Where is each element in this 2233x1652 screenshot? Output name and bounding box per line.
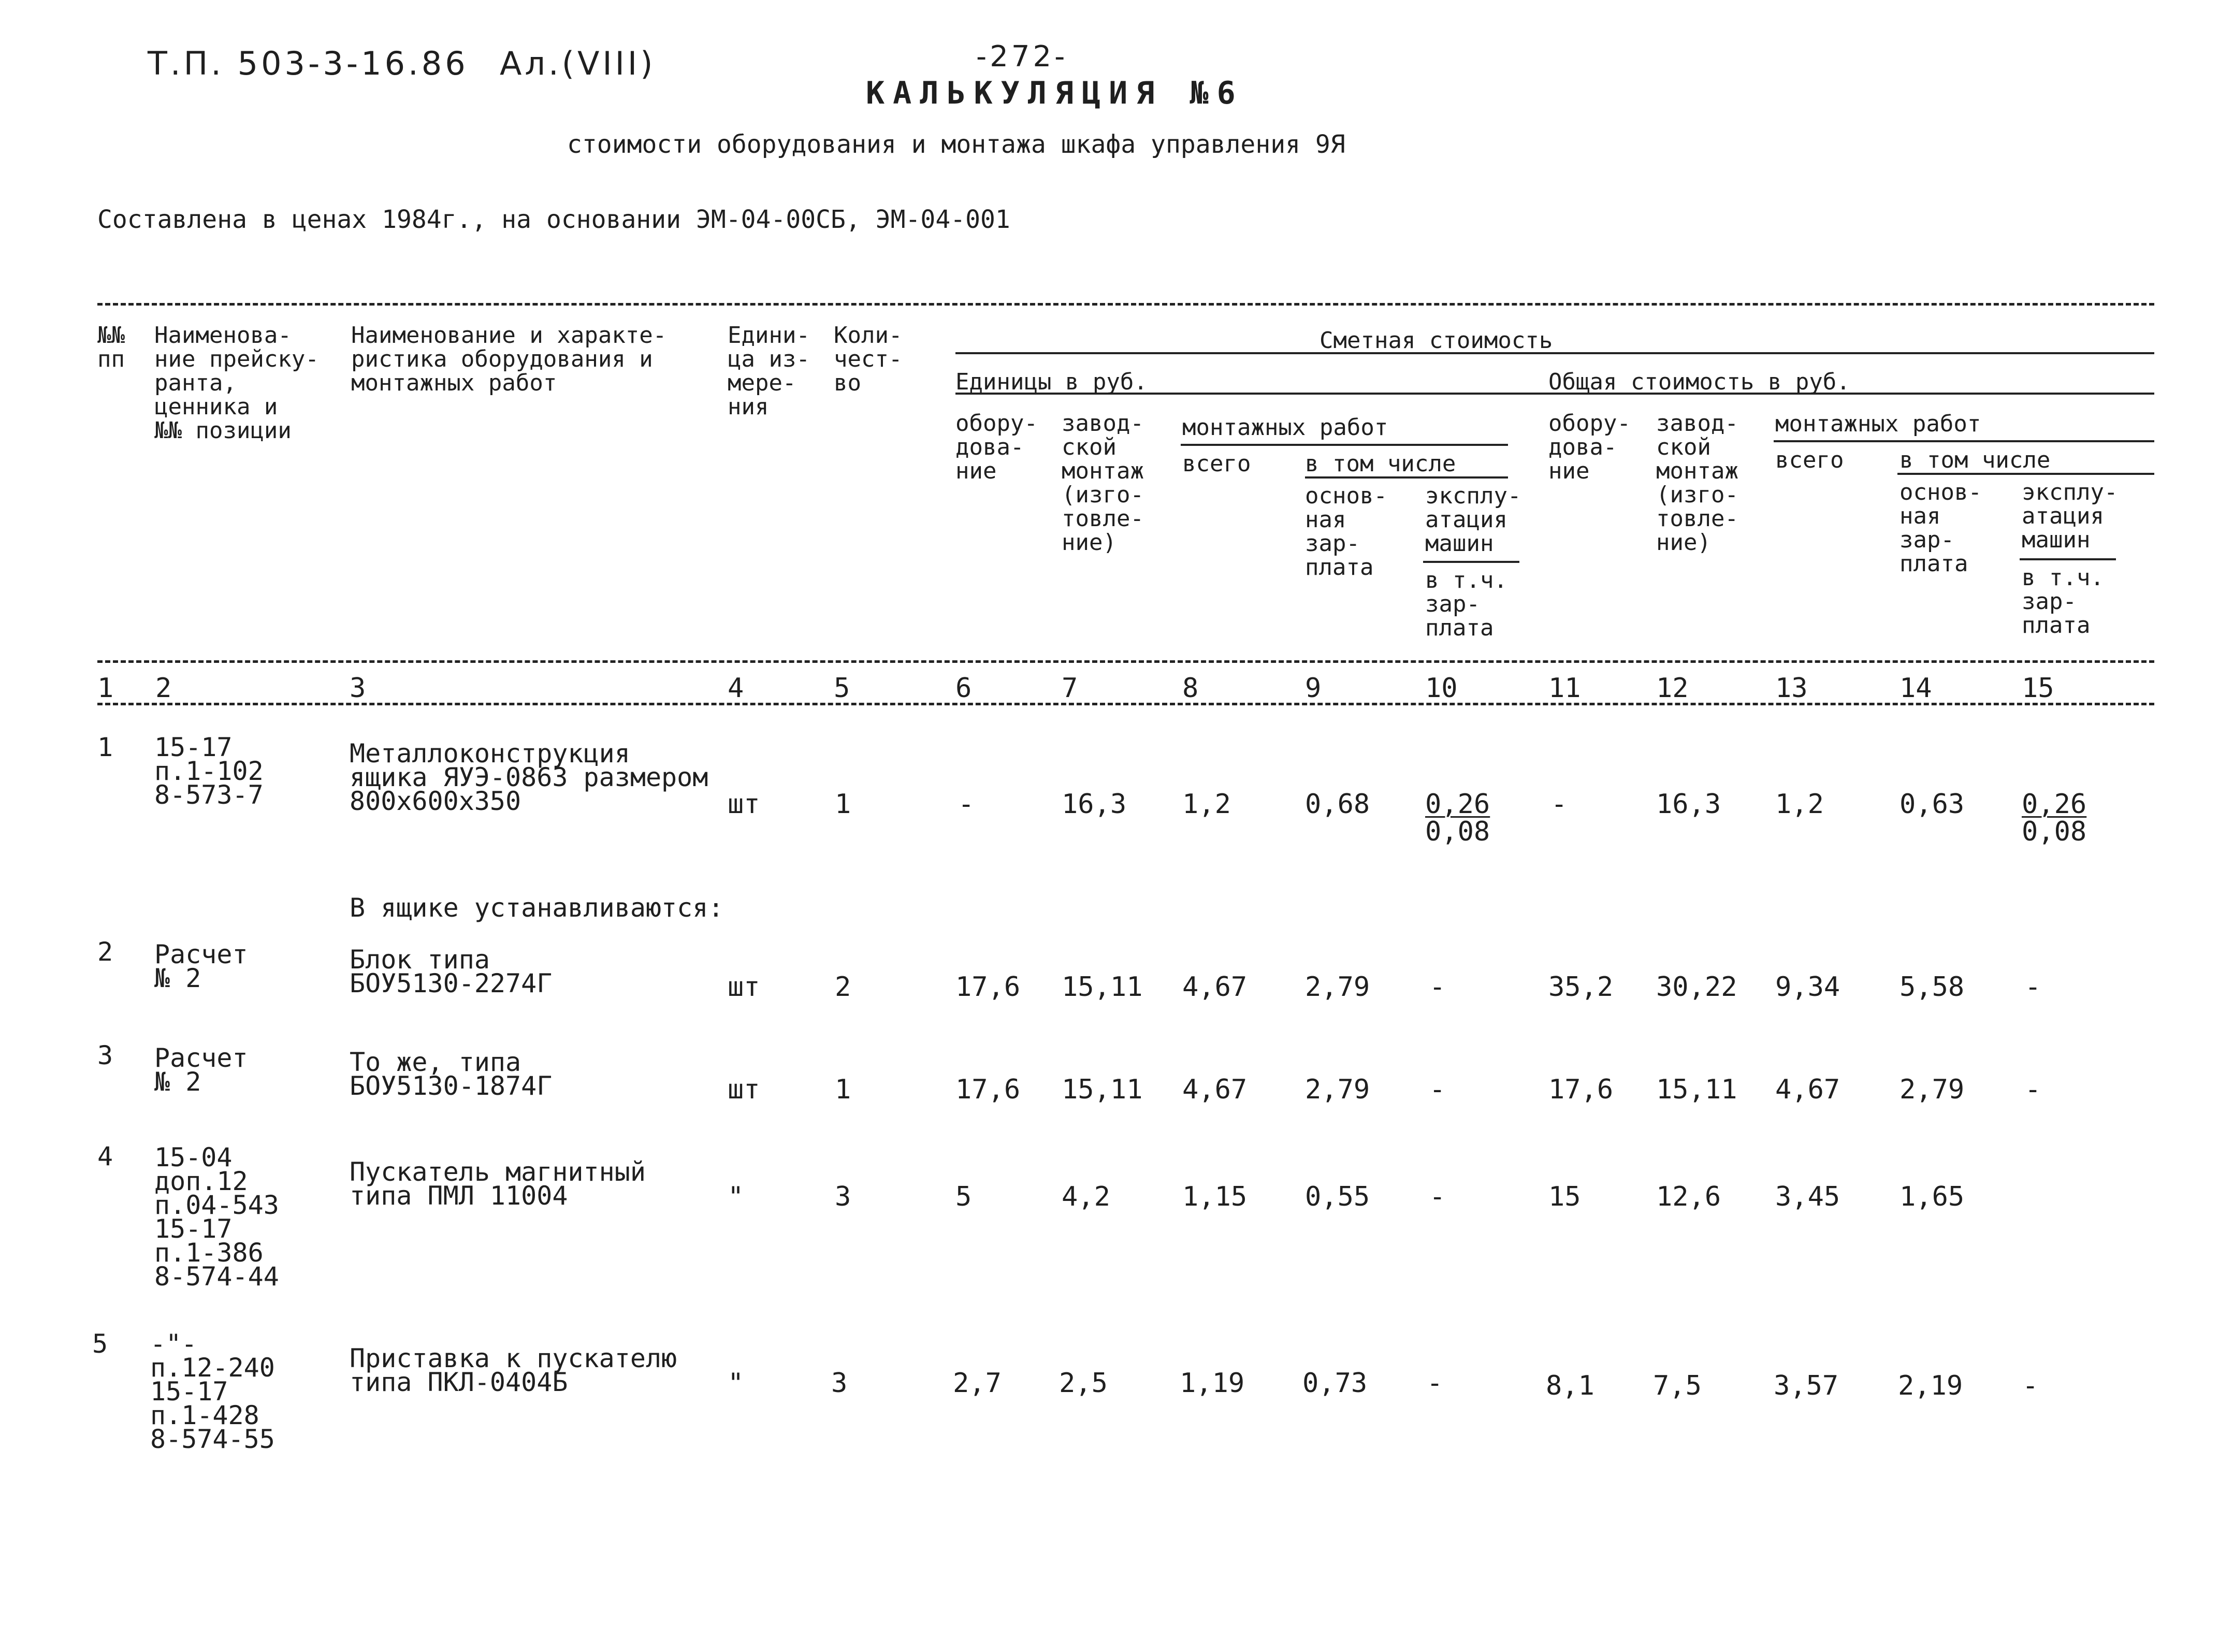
row1-unit-total: 1,2 [1182,789,1231,820]
row3-unit-total: 4,67 [1182,1074,1248,1105]
row3-quantity: 1 [835,1074,851,1105]
total-mount-underline [1774,440,2154,442]
row4-unit-equipment: 5 [955,1181,972,1212]
group-underline [955,352,2154,354]
row3-unit: шт [728,1074,760,1105]
row3-total-total: 4,67 [1775,1074,1840,1105]
column-number-1: 1 [97,673,114,704]
row5-total-total: 3,57 [1774,1370,1839,1401]
header-unit-machines: эксплу- атация машин [1425,483,1521,557]
row2-price-ref: Расчет № 2 [154,939,248,993]
row4-description: Пускатель магнитный типа ПМЛ 11004 [350,1157,646,1211]
row1-total-machine-wage: 0,08 [2022,816,2087,847]
row2-unit-total: 4,67 [1182,972,1248,1003]
row2-unit: шт [728,972,760,1003]
header-total-machine-wage: в т.ч. зар- плата [2022,564,2104,639]
row2-unit-machines: - [1429,972,1446,1003]
row5-quantity: 3 [831,1368,848,1399]
row1-description: Металлоконструкция ящика ЯУЭ-0863 размером 800х600х350 [350,738,708,816]
row1-number: 1 [97,732,113,762]
unit-mach-underline [1423,561,1519,563]
price-basis-note: Составлена в ценах 1984г., на основании ЭМ-04-00СБ, ЭМ-04-001 [97,205,1010,234]
row1-unit-machines: 0,26 [1425,789,1490,820]
column-number-7: 7 [1062,673,1078,704]
row3-total-factory: 15,11 [1656,1074,1737,1105]
row5-unit-factory: 2,5 [1059,1368,1108,1399]
row3-unit-wage: 2,79 [1305,1074,1370,1105]
row5-price-ref: -"- п.12-240 15-17 п.1-428 8-574-55 [150,1329,275,1454]
row5-unit-machines: - [1427,1368,1443,1399]
row4-unit-factory: 4,2 [1062,1181,1110,1212]
header-unit-equipment: обору- дова- ние [955,410,1038,484]
column-numbers-rule [97,703,2154,705]
row4-unit-machines: - [1429,1181,1446,1212]
row1-price-ref: 15-17 п.1-102 8-573-7 [154,732,264,810]
row4-total-factory: 12,6 [1656,1181,1721,1212]
column-number-13: 13 [1775,673,1808,704]
row4-total-equipment: 15 [1548,1181,1581,1212]
header-total-price: Общая стоимость в руб. [1548,369,1850,395]
document-title: КАЛЬКУЛЯЦИЯ №6 [866,75,1244,111]
row3-total-machines: - [2025,1074,2041,1105]
row2-total-total: 9,34 [1775,972,1840,1003]
unit-mount-underline [1181,444,1508,446]
header-unit-total: всего [1182,451,1251,477]
column-number-3: 3 [350,673,366,704]
header-unit-incl: в том числе [1305,451,1456,477]
row3-price-ref: Расчет № 2 [154,1043,248,1097]
row3-unit-machines: - [1429,1074,1446,1105]
row4-quantity: 3 [835,1181,851,1212]
header-unit-factory: завод- ской монтаж (изго- товле- ние) [1062,410,1144,556]
column-number-6: 6 [955,673,972,704]
header-description: Наименование и характе- ристика оборудования и монтажных работ [351,322,667,396]
column-number-12: 12 [1656,673,1689,704]
row2-total-equipment: 35,2 [1548,972,1614,1003]
row4-unit: " [728,1181,744,1212]
row2-unit-factory: 15,11 [1062,972,1143,1003]
row1-total-total: 1,2 [1775,789,1824,820]
row4-unit-total: 1,15 [1182,1181,1248,1212]
header-row-number: №№ пп [97,322,125,372]
header-bottom-rule [97,660,2154,663]
column-number-5: 5 [834,673,850,704]
page-number: -272- [976,40,1068,74]
column-number-15: 15 [2022,673,2054,704]
row4-number: 4 [97,1141,113,1171]
row2-number: 2 [97,937,113,967]
header-total-total: всего [1775,447,1844,473]
sheet-label: Ал.(VIII) [500,45,656,82]
row3-number: 3 [97,1040,113,1070]
row1-unit-machine-wage: 0,08 [1425,816,1490,847]
row2-unit-equipment: 17,6 [955,972,1021,1003]
row3-unit-factory: 15,11 [1062,1074,1143,1105]
header-unit-price: Единицы в руб. [955,369,1148,395]
header-total-wage: основ- ная зар- плата [1900,479,1982,577]
header-unit-machine-wage: в т.ч. зар- плата [1425,567,1507,641]
row3-unit-equipment: 17,6 [955,1074,1021,1105]
document-subtitle: стоимости оборудования и монтажа шкафа управления 9Я [567,130,1345,159]
row5-description: Приставка к пускателю типа ПКЛ-0404Б [350,1343,677,1397]
row1-quantity: 1 [835,789,851,820]
row2-quantity: 2 [835,972,851,1003]
column-number-4: 4 [728,673,744,704]
header-total-equipment: обору- дова- ние [1548,410,1631,484]
header-total-mount: монтажных работ [1775,411,1981,437]
row5-total-machines: - [2022,1370,2039,1401]
column-number-14: 14 [1900,673,1932,704]
row1-total-wage: 0,63 [1900,789,1965,820]
row4-unit-wage: 0,55 [1305,1181,1370,1212]
row5-total-wage: 2,19 [1898,1370,1963,1401]
row1-unit-equipment: - [958,789,975,820]
row2-unit-wage: 2,79 [1305,972,1370,1003]
row1-total-equipment: - [1551,789,1568,820]
column-number-11: 11 [1548,673,1581,704]
installed-in-box-note: В ящике устанавливаются: [350,893,724,923]
row2-description: Блок типа БОУ5130-2274Г [350,945,553,998]
header-total-incl: в том числе [1900,447,2051,473]
column-number-8: 8 [1182,673,1199,704]
row3-total-equipment: 17,6 [1548,1074,1614,1105]
row4-price-ref: 15-04 доп.12 п.04-543 15-17 п.1-386 8-574-44 [154,1142,279,1292]
document-reference: Т.П. 503-3-16.86 [148,45,469,82]
column-number-2: 2 [155,673,172,704]
table-top-rule [97,303,2154,306]
row3-description: То же, типа БОУ5130-1874Г [350,1047,553,1101]
row3-total-wage: 2,79 [1900,1074,1965,1105]
row5-unit-wage: 0,73 [1302,1368,1368,1399]
header-quantity: Коли- чест- во [834,322,903,396]
row1-total-factory: 16,3 [1656,789,1721,820]
row5-unit: " [728,1368,744,1399]
row5-total-equipment: 8,1 [1546,1370,1594,1401]
column-number-10: 10 [1425,673,1458,704]
header-price-list: Наименова- ние прейску- ранта, ценника и №№ позиции [154,322,319,444]
row5-number: 5 [92,1329,108,1359]
row2-total-wage: 5,58 [1900,972,1965,1003]
row1-unit-wage: 0,68 [1305,789,1370,820]
header-estimated-cost: Сметная стоимость [1320,327,1553,354]
header-unit-wage: основ- ная зар- плата [1305,483,1387,581]
row5-total-factory: 7,5 [1653,1370,1702,1401]
row1-unit-factory: 16,3 [1062,789,1127,820]
header-total-machines: эксплу- атация машин [2022,479,2118,553]
row2-total-factory: 30,22 [1656,972,1737,1003]
total-mach-underline [2020,558,2116,560]
header-total-factory: завод- ской монтаж (изго- товле- ние) [1656,410,1738,556]
row2-total-machines: - [2025,972,2041,1003]
column-number-9: 9 [1305,673,1322,704]
row1-total-machines: 0,26 [2022,789,2087,820]
row4-total-wage: 1,65 [1900,1181,1965,1212]
row5-unit-equipment: 2,7 [953,1368,1002,1399]
row1-unit: шт [728,789,760,820]
row5-unit-total: 1,19 [1180,1368,1245,1399]
row4-total-total: 3,45 [1775,1181,1840,1212]
header-unit: Едини- ца из- мере- ния [728,322,810,420]
header-unit-mount: монтажных работ [1182,414,1388,441]
